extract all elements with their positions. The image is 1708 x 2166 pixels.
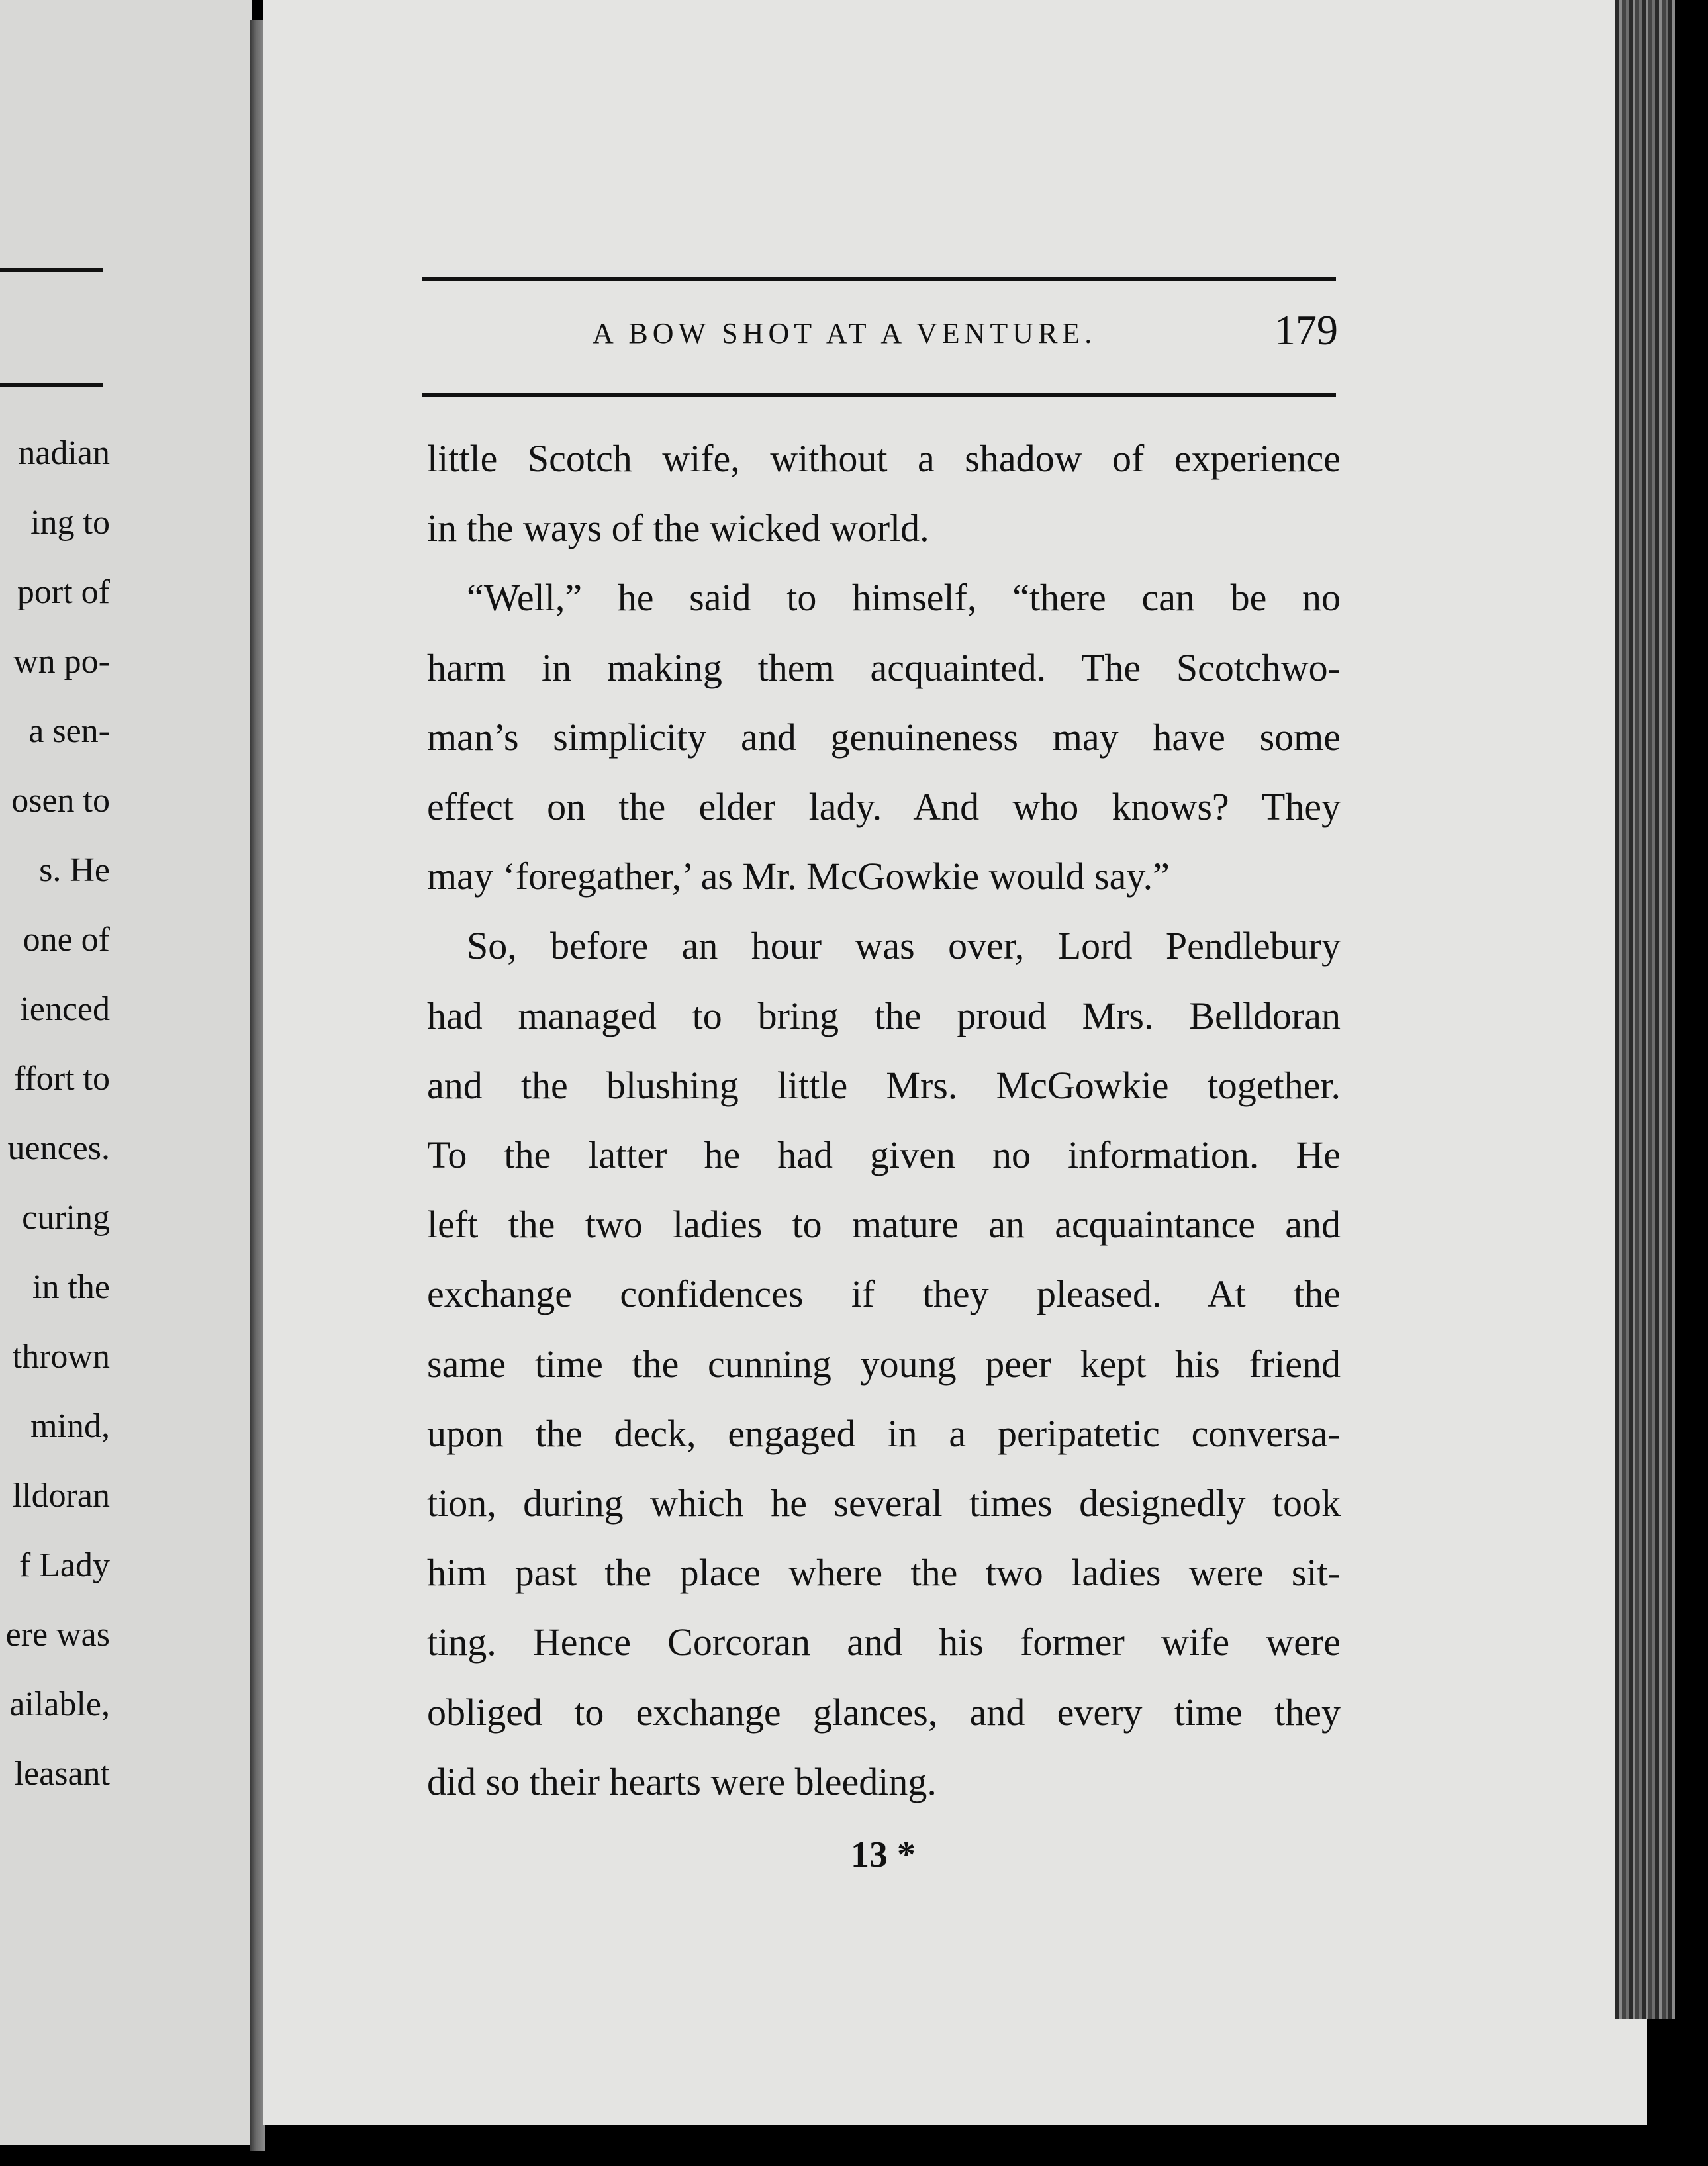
left-page xyxy=(0,0,252,2145)
header-rule-top xyxy=(422,277,1336,281)
signature-mark: 13 * xyxy=(851,1834,916,1875)
left-line-fragment: port of xyxy=(17,573,110,611)
text-line: in the ways of the wicked world. xyxy=(427,506,929,550)
text-line: tion, during which he several times designedly took xyxy=(427,1482,1341,1525)
text-line: So, before an hour was over, Lord Pendlebury xyxy=(467,924,1341,968)
text-line: To the latter he had given no information. He xyxy=(427,1133,1341,1176)
text-line: harm in making them acquainted. The Scotchwo- xyxy=(427,645,1341,689)
left-line-fragment: ailable, xyxy=(9,1685,110,1723)
text-line: him past the place where the two ladies were sit- xyxy=(427,1551,1341,1595)
left-line-fragment: ienced xyxy=(20,990,110,1028)
book-edge-dark xyxy=(1675,0,1708,2166)
page-number: 179 xyxy=(1274,306,1338,353)
text-line: upon the deck, engaged in a peripatetic conversa- xyxy=(427,1411,1341,1455)
left-line-fragment: wn po- xyxy=(13,643,110,681)
running-head: A BOW SHOT AT A VENTURE. xyxy=(593,317,1097,350)
left-line-fragment: a sen- xyxy=(28,712,110,750)
gutter xyxy=(250,20,265,2151)
left-line-fragment: leasant xyxy=(14,1755,110,1793)
left-line-fragment: one of xyxy=(23,921,110,959)
left-line-fragment: ffort to xyxy=(14,1060,110,1098)
left-line-fragment: mind, xyxy=(30,1407,110,1445)
text-line: may ‘foregather,’ as Mr. McGowkie would say.” xyxy=(427,855,1170,898)
book-edge xyxy=(1615,0,1675,2019)
left-line-fragment: ere was xyxy=(5,1616,110,1654)
left-line-fragment: f Lady xyxy=(19,1546,110,1584)
left-rule-top xyxy=(0,268,103,272)
text-line: ting. Hence Corcoran and his former wife were xyxy=(427,1621,1341,1664)
text-line: had managed to bring the proud Mrs. Belldoran xyxy=(427,994,1341,1037)
text-line: little Scotch wife, without a shadow of experience xyxy=(427,437,1341,480)
header-rule-bottom xyxy=(422,393,1336,397)
text-line: exchange confidences if they pleased. At the xyxy=(427,1272,1341,1316)
text-line: left the two ladies to mature an acquaintance and xyxy=(427,1203,1341,1247)
text-line: effect on the elder lady. And who knows? They xyxy=(427,785,1341,828)
text-line: did so their hearts were bleeding. xyxy=(427,1760,937,1803)
left-line-fragment: s. He xyxy=(39,851,110,889)
text-line: same time the cunning young peer kept his friend xyxy=(427,1342,1341,1386)
left-line-fragment: curing xyxy=(22,1199,110,1237)
left-line-fragment: uences. xyxy=(7,1129,110,1167)
text-line: and the blushing little Mrs. McGowkie together. xyxy=(427,1063,1341,1107)
left-line-fragment: nadian xyxy=(18,434,110,472)
text-line: obliged to exchange glances, and every time they xyxy=(427,1690,1341,1734)
left-line-fragment: thrown xyxy=(12,1338,110,1376)
text-line: “Well,” he said to himself, “there can be no xyxy=(467,576,1341,620)
left-line-fragment: osen to xyxy=(11,782,110,820)
left-rule-bottom xyxy=(0,383,103,387)
left-line-fragment: ing to xyxy=(30,504,110,542)
left-line-fragment: in the xyxy=(32,1268,110,1306)
left-line-fragment: lldoran xyxy=(12,1477,110,1515)
text-line: man’s simplicity and genuineness may have some xyxy=(427,715,1341,759)
